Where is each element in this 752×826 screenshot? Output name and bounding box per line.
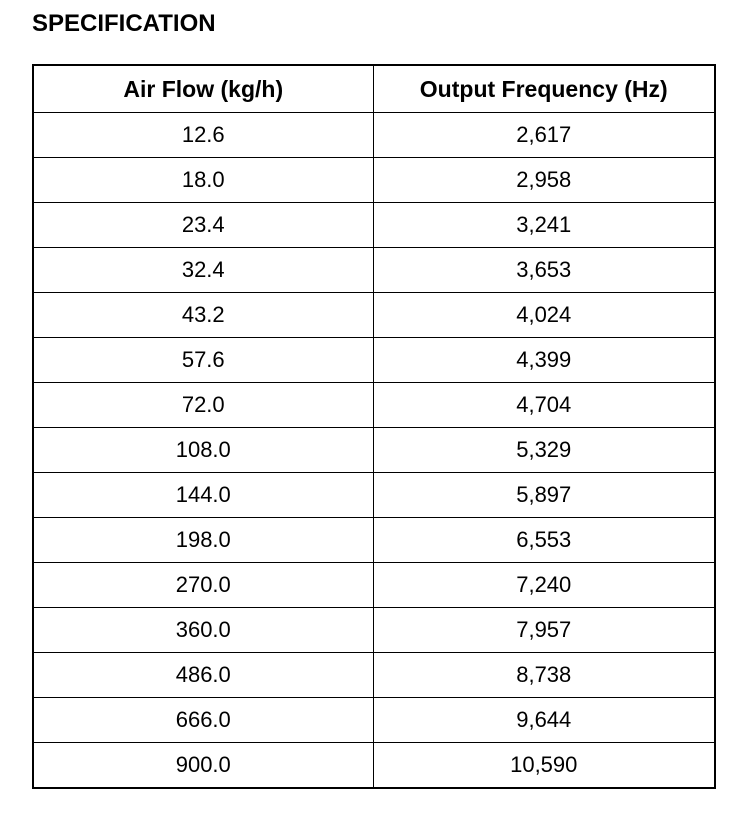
air-flow-cell: 360.0: [33, 608, 373, 653]
air-flow-cell: 32.4: [33, 248, 373, 293]
output-frequency-cell: 3,241: [373, 203, 715, 248]
table-row: [33, 608, 715, 653]
air-flow-cell: 144.0: [33, 473, 373, 518]
output-frequency-cell: 7,957: [373, 608, 715, 653]
table-row: [33, 248, 715, 293]
air-flow-cell: 666.0: [33, 698, 373, 743]
output-frequency-cell: 3,653: [373, 248, 715, 293]
air-flow-cell: 57.6: [33, 338, 373, 383]
air-flow-cell: 198.0: [33, 518, 373, 563]
table-row: [33, 743, 715, 789]
table-row: [33, 338, 715, 383]
output-frequency-cell: 4,024: [373, 293, 715, 338]
output-frequency-cell: 6,553: [373, 518, 715, 563]
output-frequency-cell: 7,240: [373, 563, 715, 608]
output-frequency-cell: 5,329: [373, 428, 715, 473]
table-row: [33, 428, 715, 473]
table-row: [33, 293, 715, 338]
page-title: SPECIFICATION: [32, 10, 216, 37]
output-frequency-cell: 5,897: [373, 473, 715, 518]
air-flow-cell: 900.0: [33, 743, 373, 789]
air-flow-cell: 12.6: [33, 113, 373, 158]
table-row: [33, 473, 715, 518]
air-flow-cell: 486.0: [33, 653, 373, 698]
output-frequency-cell: 4,704: [373, 383, 715, 428]
table-row: [33, 518, 715, 563]
table-header: [33, 65, 715, 113]
table-row: [33, 158, 715, 203]
header-row: [33, 65, 715, 113]
output-frequency-cell: 4,399: [373, 338, 715, 383]
output-frequency-cell: 2,617: [373, 113, 715, 158]
output-frequency-cell: 9,644: [373, 698, 715, 743]
air-flow-cell: 23.4: [33, 203, 373, 248]
air-flow-cell: 72.0: [33, 383, 373, 428]
air-flow-cell: 18.0: [33, 158, 373, 203]
table-row: [33, 563, 715, 608]
output-frequency-cell: 8,738: [373, 653, 715, 698]
table-body: [33, 113, 715, 789]
output-frequency-cell: 10,590: [373, 743, 715, 789]
table-row: [33, 383, 715, 428]
air-flow-cell: 43.2: [33, 293, 373, 338]
output-frequency-cell: 2,958: [373, 158, 715, 203]
table-row: [33, 653, 715, 698]
table-row: [33, 203, 715, 248]
header-output-frequency: Output Frequency (Hz): [373, 65, 715, 113]
table-row: [33, 698, 715, 743]
air-flow-cell: 270.0: [33, 563, 373, 608]
header-air-flow: Air Flow (kg/h): [33, 65, 373, 113]
table-row: [33, 113, 715, 158]
specification-table: [32, 64, 716, 789]
air-flow-cell: 108.0: [33, 428, 373, 473]
